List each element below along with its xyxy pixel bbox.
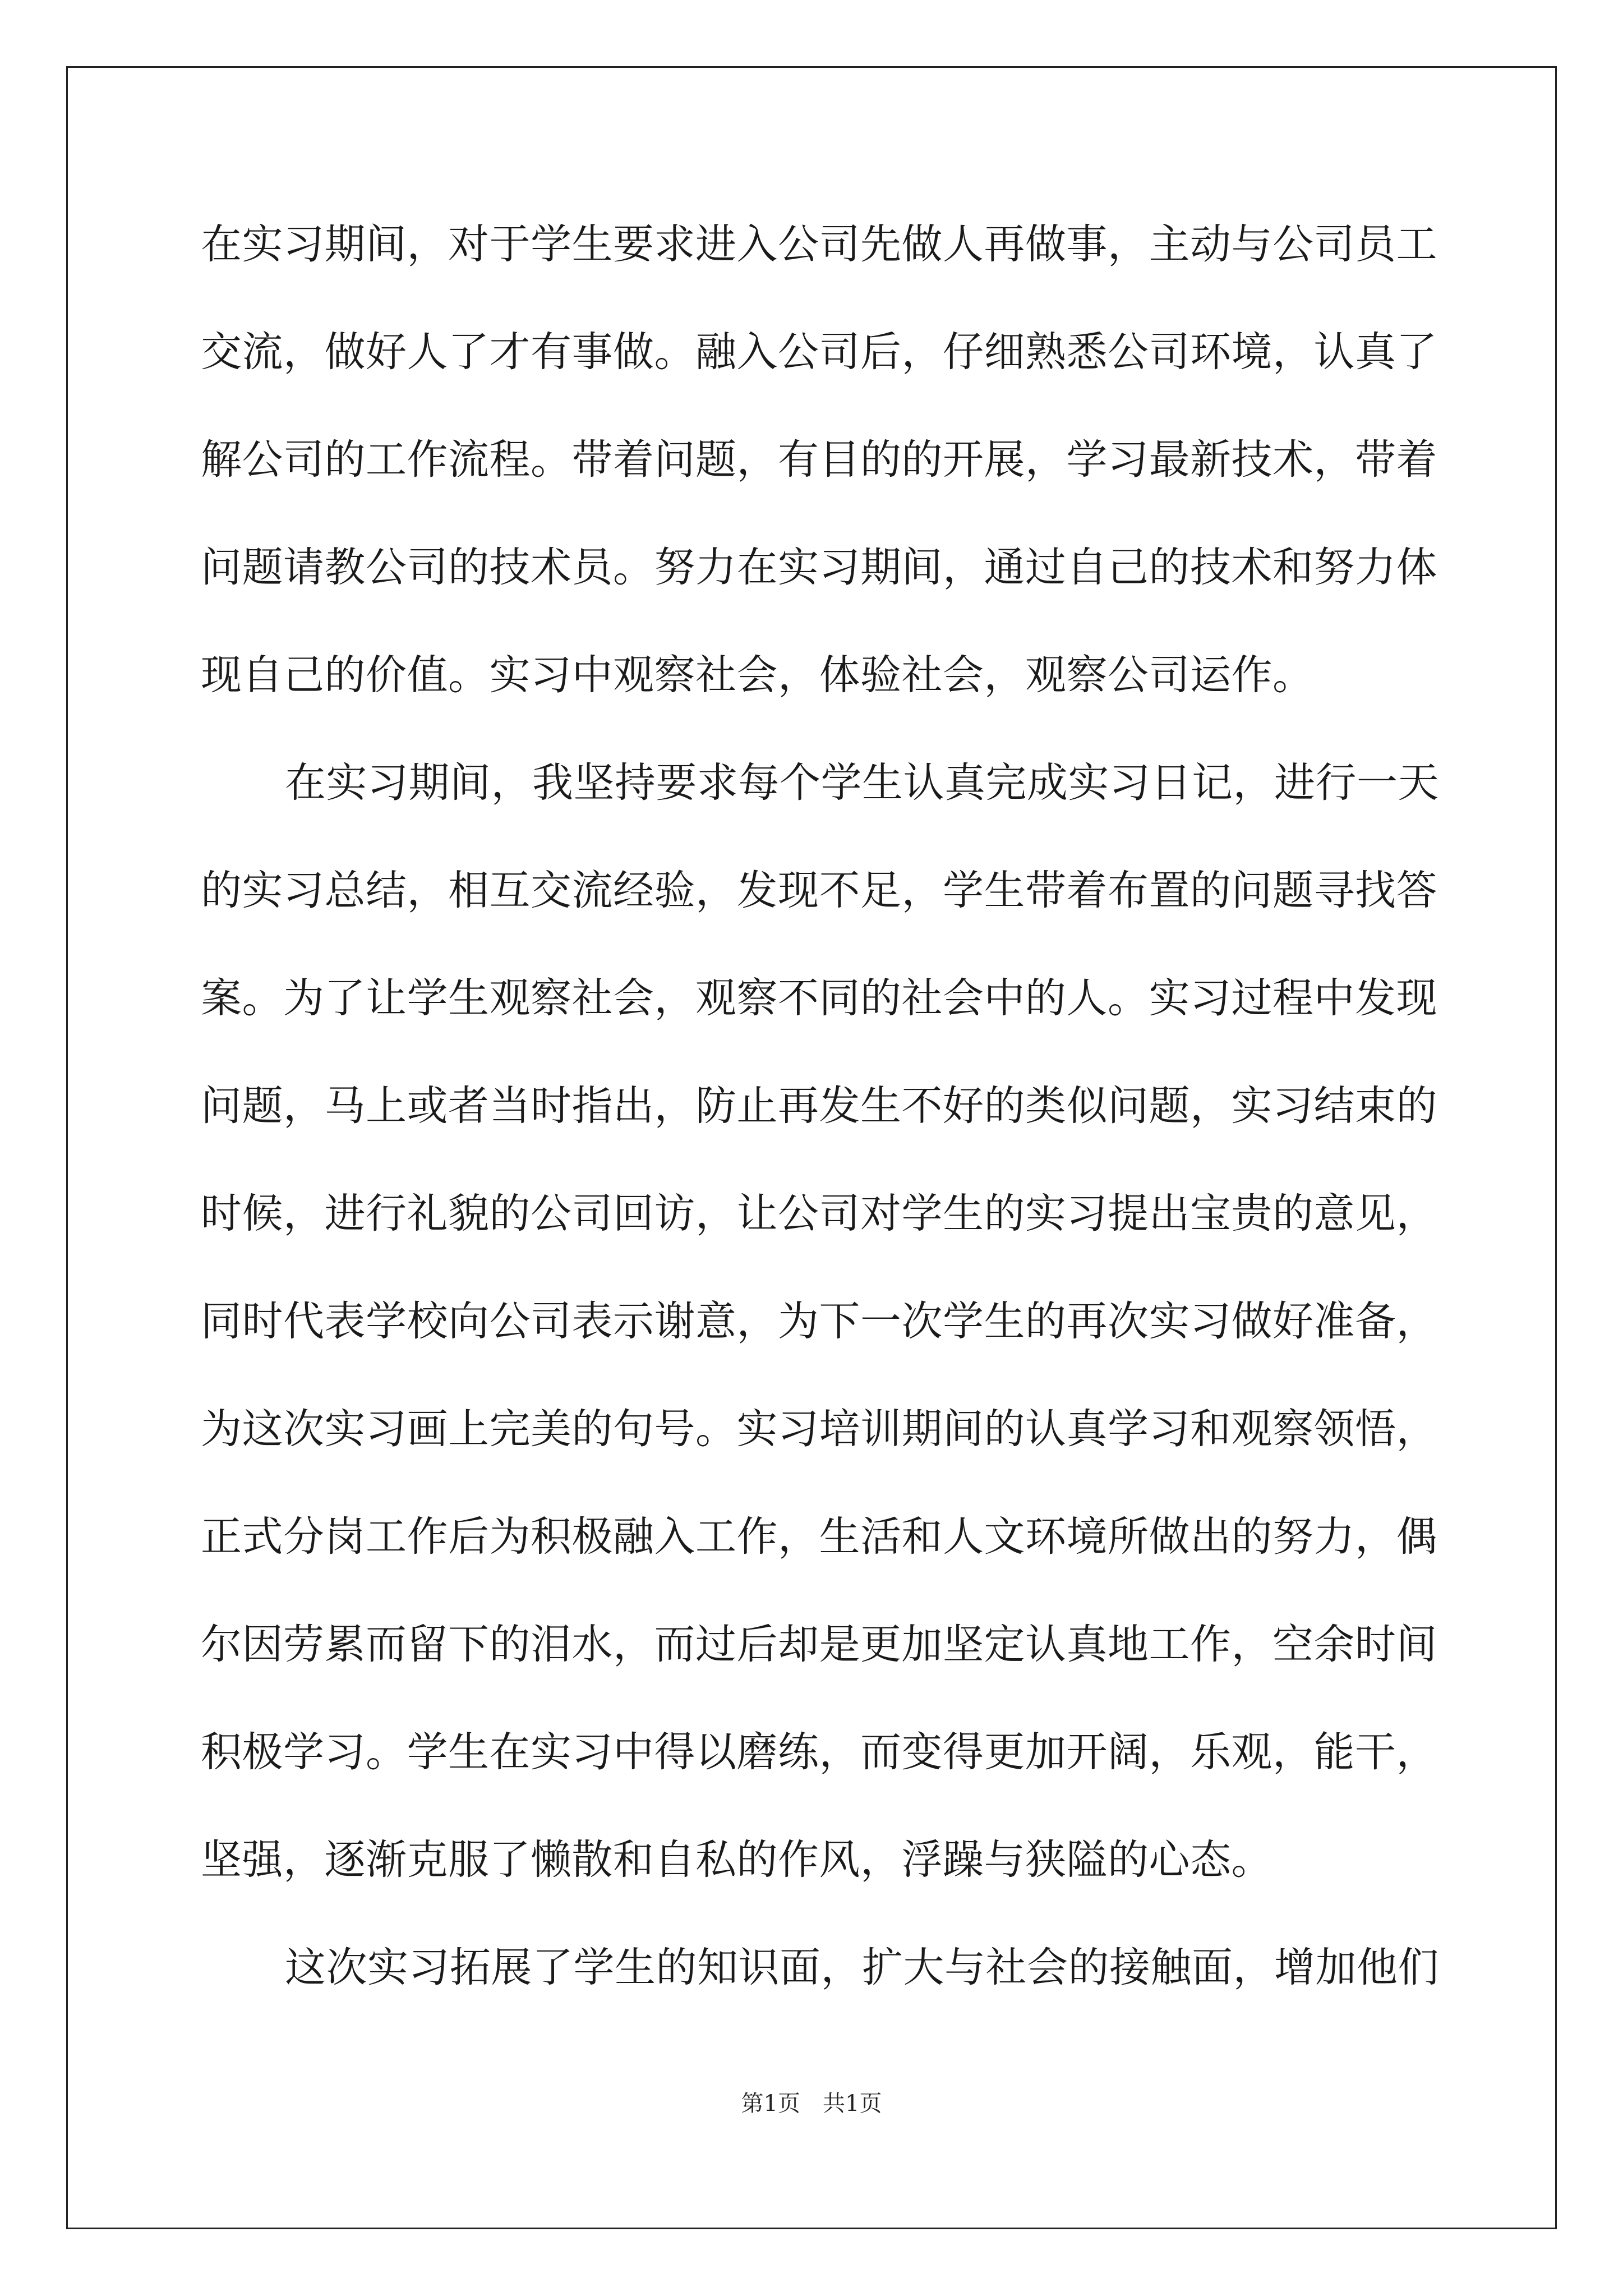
text-line: 尔因劳累而留下的泪水，而过后却是更加坚定认真地工作，空余时间 [201, 1621, 1437, 1668]
text-line: 同时代表学校向公司表示谢意，为下一次学生的再次实习做好准备， [201, 1297, 1437, 1345]
text-line: 为这次实习画上完美的句号。实习培训期间的认真学习和观察领悟， [201, 1405, 1437, 1453]
text-line: 交流，做好人了才有事做。融入公司后，仔细熟悉公司环境，认真了 [201, 328, 1437, 376]
text-line: 解公司的工作流程。带着问题，有目的的开展，学习最新技术，带着 [201, 436, 1437, 484]
text-line: 时候，进行礼貌的公司回访，让公司对学生的实习提出宝贵的意见， [201, 1190, 1437, 1237]
page-number-footer: 第1页 共1页 [741, 2091, 882, 2116]
text-line: 的实习总结，相互交流经验，发现不足，学生带着布置的问题寻找答 [201, 867, 1437, 914]
text-line: 在实习期间，对于学生要求进入公司先做人再做事，主动与公司员工 [201, 220, 1437, 268]
text-line: 坚强，逐渐克服了懒散和自私的作风，浮躁与狭隘的心态。 [201, 1836, 1272, 1884]
text-line-paragraph-start: 这次实习拓展了学生的知识面，扩大与社会的接触面，增加他们 [285, 1944, 1439, 1991]
text-line: 现自己的价值。实习中观察社会，体验社会，观察公司运作。 [201, 651, 1314, 699]
text-line: 积极学习。学生在实习中得以磨练，而变得更加开阔，乐观，能干， [201, 1728, 1437, 1776]
document-body [201, 211, 1439, 2042]
text-line: 案。为了让学生观察社会，观察不同的社会中的人。实习过程中发现 [201, 974, 1437, 1022]
text-line: 正式分岗工作后为积极融入工作，生活和人文环境所做出的努力，偶 [201, 1513, 1437, 1561]
text-line-paragraph-start: 在实习期间，我坚持要求每个学生认真完成实习日记，进行一天 [285, 759, 1439, 807]
text-line: 问题请教公司的技术员。努力在实习期间，通过自己的技术和努力体 [201, 544, 1437, 591]
text-line: 问题，马上或者当时指出，防止再发生不好的类似问题，实习结束的 [201, 1082, 1437, 1130]
